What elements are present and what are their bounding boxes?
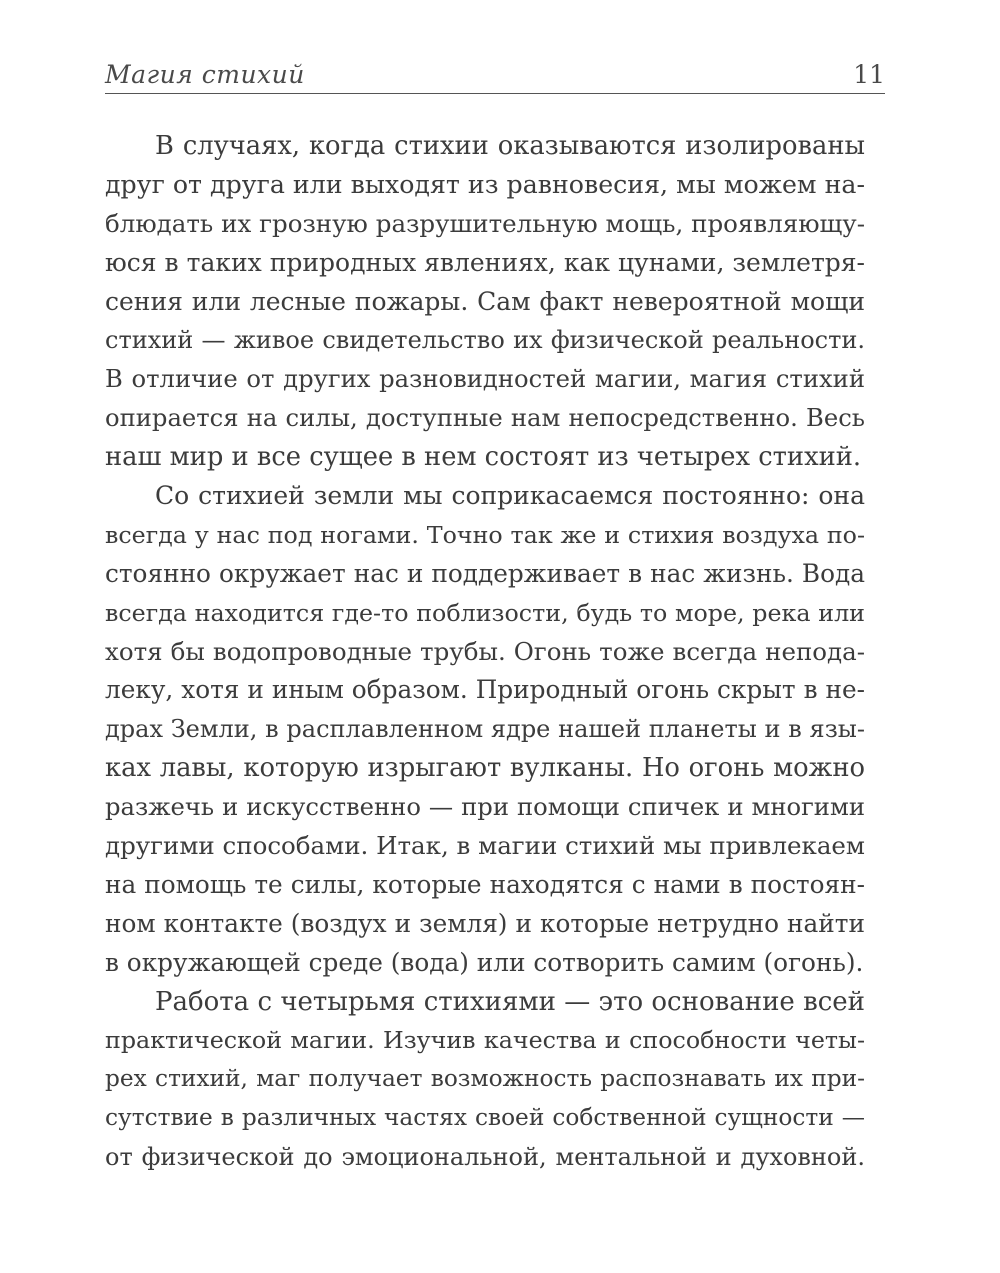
text-line: блюдать их грозную разрушительную мощь, проявляющу-: [105, 208, 865, 238]
text-line: стихий — живое свидетельство их физической реальности.: [105, 326, 865, 355]
text-line: разжечь и искусственно — при помощи спичек и многими: [105, 792, 865, 822]
text-line: хотя бы водопроводные трубы. Огонь тоже всегда непода-: [105, 636, 865, 666]
text-line: всегда находится где-то поблизости, будь то море, река или: [105, 598, 865, 627]
text-line: наш мир и все сущее в нем состоят из четырех стихий.: [105, 442, 862, 473]
text-line: стоянно окружает нас и поддерживает в нас жизнь. Вода: [105, 558, 865, 588]
page-number: 11: [853, 60, 885, 89]
text-line: ном контакте (воздух и земля) и которые нетрудно найти: [105, 908, 865, 938]
text-line: драх Земли, в расплавленном ядре нашей планеты и в язы-: [105, 715, 865, 744]
text-line: сутствие в различных частях своей собственной сущности —: [105, 1104, 865, 1132]
text-line: юся в таких природных явлениях, как цунами, землетря-: [105, 247, 865, 277]
running-header-title: Магия стихий: [105, 60, 305, 89]
paragraph: [105, 127, 865, 477]
text-line: другими способами. Итак, в магии стихий мы привлекаем: [105, 831, 865, 861]
text-line: Работа с четырьмя стихиями — это основание всей: [155, 986, 865, 1017]
text-line: В отличие от других разновидностей магии, магия стихий: [105, 364, 865, 394]
paragraph: [105, 983, 865, 1177]
text-line: в окружающей среде (вода) или сотворить самим (огонь).: [105, 947, 864, 977]
text-line: В случаях, когда стихии оказываются изолированы: [155, 131, 865, 161]
text-line: от физической до эмоциональной, ментальной и духовной.: [105, 1143, 865, 1172]
text-line: Со стихией земли мы соприкасаемся постоянно: она: [155, 481, 865, 511]
text-line: ках лавы, которую изрыгают вулканы. Но огонь можно: [105, 753, 865, 784]
text-line: всегда у нас под ногами. Точно так же и стихия воздуха по-: [105, 520, 865, 549]
text-line: сения или лесные пожары. Сам факт невероятной мощи: [105, 286, 865, 316]
paragraph: [105, 477, 865, 983]
text-line: леку, хотя и иным образом. Природный огонь скрыт в не-: [105, 675, 865, 705]
text-line: опирается на силы, доступные нам непосредственно. Весь: [105, 403, 865, 433]
text-line: рех стихий, маг получает возможность распознавать их при-: [105, 1065, 865, 1093]
text-line: практической магии. Изучив качества и способности четы-: [105, 1026, 865, 1055]
text-line: на помощь те силы, которые находятся с нами в постоян-: [105, 869, 865, 899]
text-line: друг от друга или выходят из равновесия, мы можем на-: [105, 169, 865, 199]
running-header: [105, 57, 885, 94]
body-text: [105, 127, 865, 1177]
